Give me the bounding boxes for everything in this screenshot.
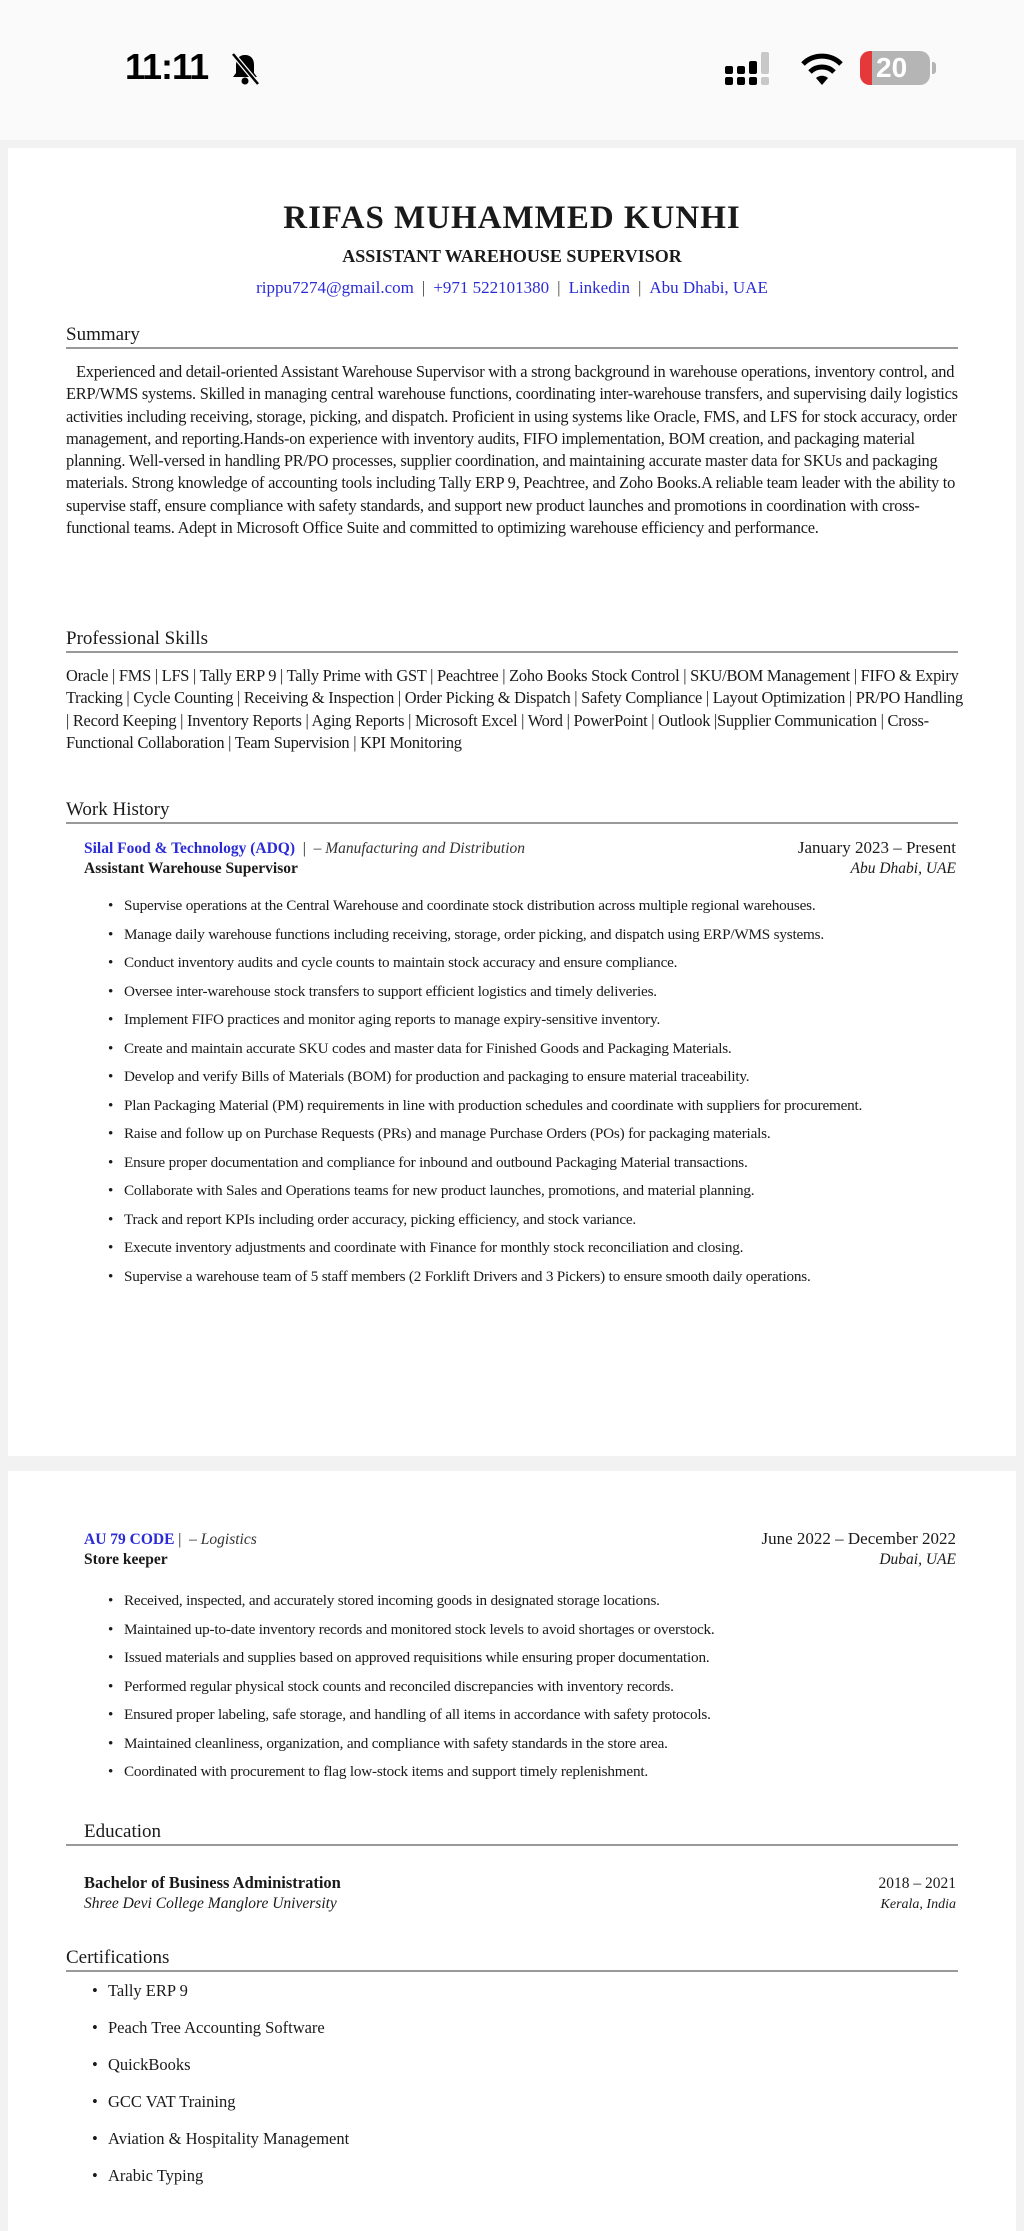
company-name[interactable]: Silal Food & Technology (ADQ) (84, 840, 295, 857)
resume-page-1 (8, 148, 1016, 1456)
list-item: • Develop and verify Bills of Materials (BOM) for production and packaging to ensure material traceability. (102, 1067, 972, 1087)
list-item: • Ensured proper labeling, safe storage, and handling of all items in accordance with safety protocols. (102, 1705, 972, 1725)
email-link[interactable]: rippu7274@gmail.com (256, 278, 414, 297)
list-item: • Coordinated with procurement to flag low-stock items and support timely replenishment. (102, 1762, 972, 1782)
summary-heading: Summary (66, 324, 958, 349)
job-role: Store keeper (84, 1551, 168, 1568)
list-item: • Plan Packaging Material (PM) requirements in line with production schedules and coordinate with suppliers for procurement. (102, 1096, 972, 1116)
skills-text: Oracle | FMS | LFS | Tally ERP 9 | Tally Prime with GST | Peachtree | Zoho Books Stock Control | SKU/BOM Management | FIFO & Expiry Tracking | Cycle Counting | Receiving & Inspection | Order Picking & Dispatch | Safety Compliance | Layout Optimization | PR/PO Handling | Record Keeping | Inventory Reports | Aging Reports | Microsoft Excel | Word | PowerPoint | Outlook |Supplier Communication | Cross-Functional Collaboration | Team Supervision | KPI Monitoring (66, 666, 963, 752)
job-role: Assistant Warehouse Supervisor (84, 860, 298, 877)
education-entry (84, 1873, 956, 1917)
list-item: • Supervise a warehouse team of 5 staff members (2 Forklift Drivers and 3 Pickers) to ensure smooth daily operations. (102, 1267, 972, 1287)
job-bullets (102, 896, 972, 1295)
list-item: • Performed regular physical stock counts and reconciled discrepancies with inventory records. (102, 1677, 972, 1697)
list-item: • Oversee inter-warehouse stock transfers to support efficient logistics and timely deliveries. (102, 982, 972, 1002)
list-item: • Supervise operations at the Central Warehouse and coordinate stock distribution across multiple regional warehouses. (102, 896, 972, 916)
list-item: • Conduct inventory audits and cycle counts to maintain stock accuracy and ensure compliance. (102, 953, 972, 973)
education-location: Kerala, India (880, 1897, 956, 1912)
list-item: • Received, inspected, and accurately stored incoming goods in designated storage locations. (102, 1591, 972, 1611)
list-item: • Issued materials and supplies based on approved requisitions while ensuring proper documentation. (102, 1648, 972, 1668)
job-location: Dubai, UAE (879, 1551, 956, 1568)
status-time: 11:11 (125, 46, 209, 87)
job-bullets (102, 1591, 972, 1791)
contact-line: rippu7274@gmail.com | +971 522101380 | Linkedin | Abu Dhabi, UAE (256, 278, 768, 297)
certifications-heading: Certifications (66, 1947, 958, 1972)
list-item: • GCC VAT Training (86, 2092, 349, 2129)
degree: Bachelor of Business Administration (84, 1873, 341, 1892)
school: Shree Devi College Manglore University (84, 1895, 337, 1912)
resume-page-2 (8, 1471, 1016, 2231)
job-header: AU 79 CODE | – Logistics June 2022 – December 2022 Store keeper Dubai, UAE (84, 1529, 956, 1568)
list-item: • Arabic Typing (86, 2166, 349, 2203)
battery-level: 20 (876, 52, 908, 83)
linkedin-link[interactable]: Linkedin (568, 278, 630, 297)
list-item: • Maintained up-to-date inventory records and monitored stock levels to avoid shortages or overstock. (102, 1620, 972, 1640)
job-dates: June 2022 – December 2022 (761, 1529, 956, 1548)
list-item: • Ensure proper documentation and compliance for inbound and outbound Packaging Material transactions. (102, 1153, 972, 1173)
list-item: • Track and report KPIs including order accuracy, picking efficiency, and stock variance. (102, 1210, 972, 1230)
skills-heading: Professional Skills (66, 628, 958, 653)
education-dates: 2018 – 2021 (878, 1875, 956, 1892)
list-item: • Implement FIFO practices and monitor aging reports to manage expiry-sensitive inventory. (102, 1010, 972, 1030)
battery-icon (860, 51, 930, 85)
industry: – Manufacturing and Distribution (313, 840, 526, 857)
list-item: • Collaborate with Sales and Operations teams for new product launches, promotions, and material planning. (102, 1181, 972, 1201)
list-item: • Execute inventory adjustments and coordinate with Finance for monthly stock reconciliation and closing. (102, 1238, 972, 1258)
wifi-icon (800, 52, 844, 86)
list-item: • Aviation & Hospitality Management (86, 2129, 349, 2166)
cellular-signal-icon (725, 52, 777, 86)
candidate-title: ASSISTANT WAREHOUSE SUPERVISOR (342, 246, 682, 266)
list-item: • Tally ERP 9 (86, 1981, 349, 2018)
phone-link[interactable]: +971 522101380 (433, 278, 550, 297)
education-heading: Education (66, 1821, 958, 1846)
work-heading: Work History (66, 799, 958, 824)
list-item: • Peach Tree Accounting Software (86, 2018, 349, 2055)
list-item: • Raise and follow up on Purchase Requests (PRs) and manage Purchase Orders (POs) for packaging materials. (102, 1124, 972, 1144)
job-header: Silal Food & Technology (ADQ) | – Manufacturing and Distribution January 2023 – Present Assistant Warehouse Supervisor Abu Dhabi, UAE (84, 838, 956, 877)
status-bar (0, 0, 1024, 140)
list-item: • Maintained cleanliness, organization, and compliance with safety standards in the store area. (102, 1734, 972, 1754)
bell-slash-icon (230, 52, 260, 86)
certifications-list (86, 1981, 349, 2203)
candidate-name: RIFAS MUHAMMED KUNHI (283, 200, 741, 236)
battery-cap (932, 62, 936, 74)
list-item: • QuickBooks (86, 2055, 349, 2092)
job-dates: January 2023 – Present (797, 838, 956, 857)
summary-text: Experienced and detail-oriented Assistant Warehouse Supervisor with a strong background in warehouse operations, inventory control, and ERP/WMS systems. Skilled in managing central warehouse functions, coordinating inter-warehouse transfers, and supervising daily logistics activities including receiving, storage, picking, and dispatch. Proficient in using systems like Oracle, FMS, and LFS for stock accuracy, order management, and reporting.Hands-on experience with inventory audits, FIFO implementation, BOM creation, and packaging material planning. Well-versed in handling PR/PO processes, supplier coordination, and maintaining accurate master data for SKUs and packaging materials. Strong knowledge of accounting tools including Tally ERP 9, Peachtree, and Zoho Books.A reliable team leader with the ability to supervise staff, ensure compliance with safety standards, and support new product launches and promotions in coordination with cross-functional teams. Adept in Microsoft Office Suite and committed to optimizing warehouse efficiency and performance. (66, 362, 958, 538)
job-location: Abu Dhabi, UAE (850, 860, 956, 877)
company-name[interactable]: AU 79 CODE (84, 1531, 175, 1548)
location-link[interactable]: Abu Dhabi, UAE (649, 278, 768, 297)
list-item: • Manage daily warehouse functions including receiving, storage, order picking, and dispatch using ERP/WMS systems. (102, 925, 972, 945)
industry: – Logistics (189, 1531, 257, 1548)
list-item: • Create and maintain accurate SKU codes and master data for Finished Goods and Packaging Materials. (102, 1039, 972, 1059)
